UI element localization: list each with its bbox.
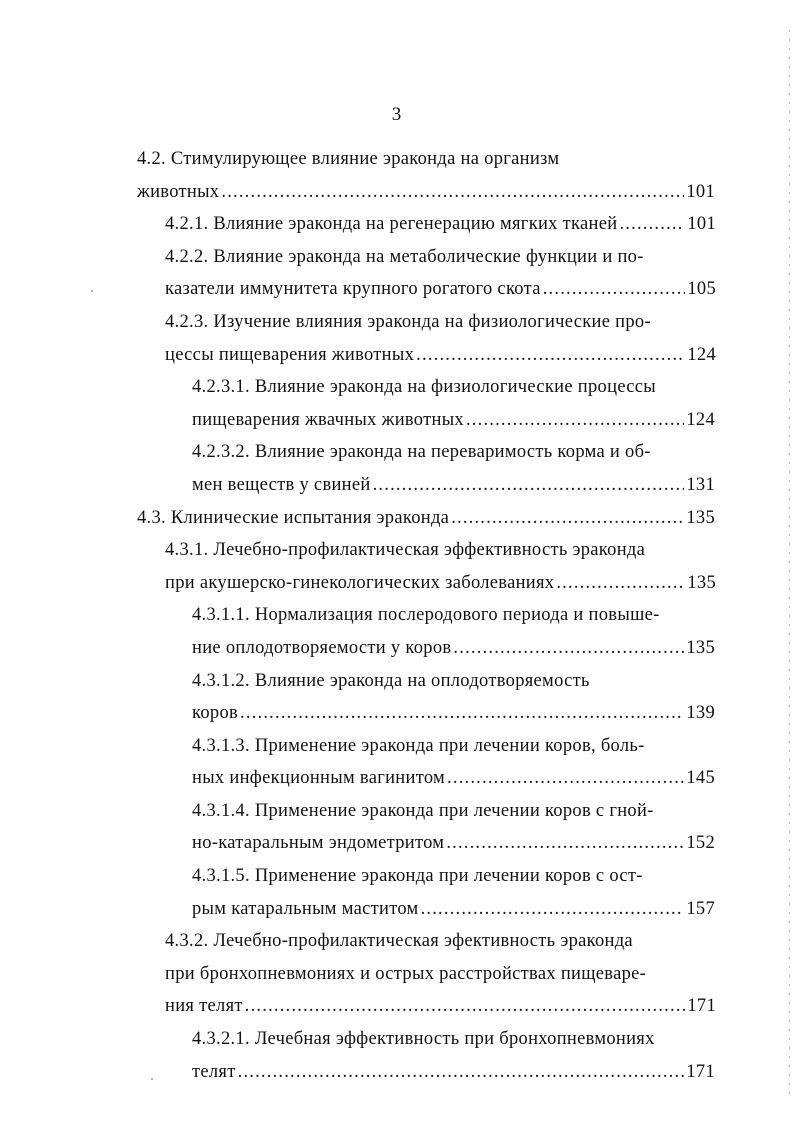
toc-page-number: 131 <box>686 474 715 495</box>
dot-leader <box>238 1056 685 1089</box>
toc-page-number: 171 <box>686 1061 715 1082</box>
toc-entry-4-3-1-5[interactable] <box>0 860 793 925</box>
scan-speck <box>91 290 93 292</box>
toc-page-number: 145 <box>686 768 715 789</box>
toc-entry-4-2-2[interactable] <box>0 241 793 306</box>
dot-leader <box>466 404 684 437</box>
toc-page-number: 157 <box>686 898 715 919</box>
toc-entry-text: при акушерско-гинекологических заболеваниях <box>165 572 555 593</box>
toc-page-number: 101 <box>687 214 716 235</box>
dot-leader <box>245 990 686 1023</box>
toc-entry-text: ных инфекционным вагинитом <box>192 768 446 789</box>
toc-entry-4-3-1-3[interactable] <box>0 730 793 795</box>
toc-entry-text: ния телят <box>165 996 243 1017</box>
scan-speck <box>151 1078 153 1080</box>
toc-entry-4-2[interactable] <box>0 143 793 208</box>
toc-page-number: 124 <box>686 409 715 430</box>
dot-leader <box>619 208 685 241</box>
toc-page-number: 152 <box>686 833 715 854</box>
toc-entry-text: 4.3.1.1. Нормализация послеродового периода и повыше- <box>192 605 660 626</box>
toc-entry-4-3-2-1[interactable] <box>0 1023 793 1088</box>
toc-entry-4-3-1-4[interactable] <box>0 795 793 860</box>
toc-entry-4-2-1[interactable] <box>0 208 793 241</box>
toc-entry-text: животных <box>137 181 220 202</box>
toc-page-number: 101 <box>686 181 715 202</box>
toc-entry-4-2-3[interactable] <box>0 306 793 371</box>
toc-entry-text: но-катаральным эндометритом <box>192 833 445 854</box>
dot-leader <box>221 176 684 209</box>
dot-leader <box>416 339 685 372</box>
toc-entry-text: 4.2.3.1. Влияние эраконда на физиологические процессы <box>192 377 657 398</box>
dot-leader <box>556 567 685 600</box>
toc-entry-text: 4.2.1. Влияние эраконда на регенерацию мягких тканей <box>165 214 618 235</box>
toc-entry-text: 4.3.2. Лечебно-профилактическая эфективность эраконда <box>165 931 633 952</box>
toc-entry-text: 4.3.1.3. Применение эраконда при лечении коров, боль- <box>192 735 645 756</box>
toc-entry-text: 4.2.3.2. Влияние эраконда на переваримость корма и об- <box>192 442 651 463</box>
toc-entry-text: 4.3.1.5. Применение эраконда при лечении коров с ост- <box>192 866 643 887</box>
toc-entry-text: рым катаральным маститом <box>192 898 419 919</box>
toc-entry-text: телят <box>192 1061 236 1082</box>
table-of-contents <box>0 143 793 1088</box>
dot-leader <box>543 273 686 306</box>
dot-leader <box>446 827 684 860</box>
dot-leader <box>453 632 684 665</box>
dot-leader <box>240 697 684 730</box>
dot-leader <box>421 893 685 926</box>
toc-entry-text: 4.3.1. Лечебно-профилактическая эффективность эраконда <box>165 540 646 561</box>
toc-entry-text: 4.3.2.1. Лечебная эффективность при бронхопневмониях <box>192 1029 655 1050</box>
toc-entry-4-2-3-1[interactable] <box>0 371 793 436</box>
toc-entry-text: казатели иммунитета крупного рогатого скота <box>165 279 541 300</box>
toc-entry-text: 4.3.1.4. Применение эраконда при лечении коров с гной- <box>192 800 654 821</box>
toc-entry-4-3-1-1[interactable] <box>0 599 793 664</box>
toc-page-number: 171 <box>687 996 716 1017</box>
dot-leader <box>373 469 685 502</box>
toc-page-number: 135 <box>687 572 716 593</box>
toc-entry-text: коров <box>192 703 239 724</box>
toc-entry-text: 4.2.2. Влияние эраконда на метаболические функции и по- <box>165 246 644 267</box>
toc-page-number: 124 <box>687 344 716 365</box>
toc-entry-text: при бронхопневмониях и острых расстройствах пищеваре- <box>165 963 647 984</box>
toc-entry-4-3[interactable] <box>0 502 793 535</box>
toc-page-number: 105 <box>687 279 716 300</box>
page-number: 3 <box>391 104 402 125</box>
toc-page-number: 139 <box>686 703 715 724</box>
dot-leader <box>447 762 684 795</box>
toc-entry-4-3-2[interactable] <box>0 925 793 1023</box>
toc-entry-4-3-1[interactable] <box>0 534 793 599</box>
toc-entry-text: 4.2.3. Изучение влияния эраконда на физиологические про- <box>165 311 651 332</box>
toc-entry-4-2-3-2[interactable] <box>0 436 793 501</box>
scan-edge-artifact <box>789 30 790 1100</box>
toc-entry-text: 4.2. Стимулирующее влияние эраконда на организм <box>137 149 560 169</box>
toc-page-number: 135 <box>686 507 715 528</box>
toc-page-number: 135 <box>686 637 715 658</box>
dot-leader <box>451 502 684 535</box>
toc-entry-text: пищеварения жвачных животных <box>192 409 464 430</box>
toc-entry-text: цессы пищеварения животных <box>165 344 415 365</box>
toc-entry-text: 4.3. Клинические испытания эраконда <box>137 507 450 528</box>
toc-entry-text: ние оплодотворяемости у коров <box>192 637 452 658</box>
toc-entry-4-3-1-2[interactable] <box>0 665 793 730</box>
toc-entry-text: 4.3.1.2. Влияние эраконда на оплодотворяемость <box>192 670 590 691</box>
toc-entry-text: мен веществ у свиней <box>192 474 371 495</box>
